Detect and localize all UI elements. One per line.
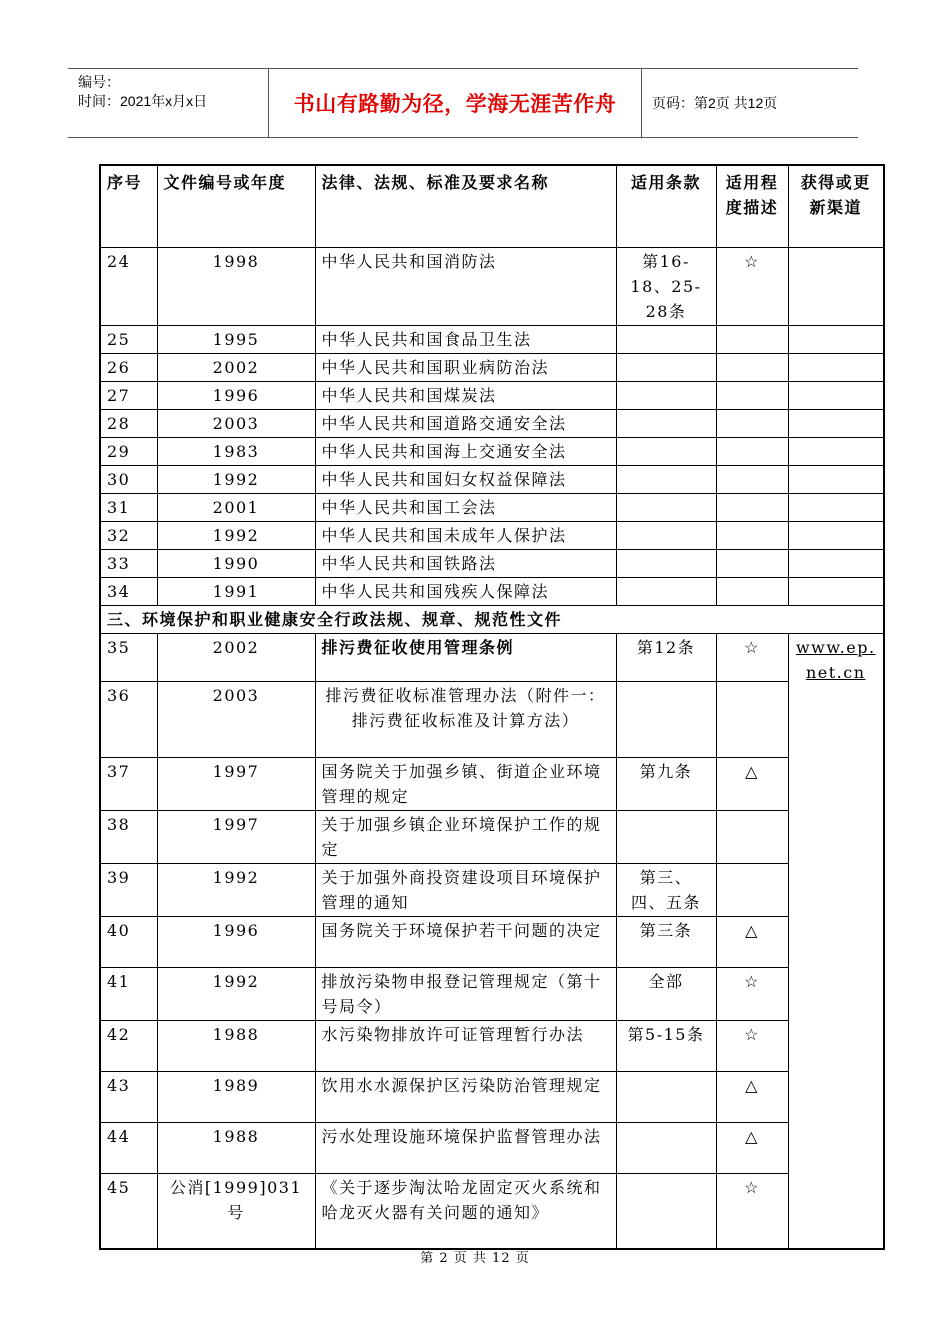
- row-name: 排放污染物申报登记管理规定（第十号局令）: [315, 967, 616, 1020]
- row-clause: [616, 681, 716, 757]
- row-no: 30: [100, 465, 157, 493]
- row-level: ☆: [716, 1020, 788, 1071]
- row-name: 饮用水水源保护区污染防治管理规定: [315, 1071, 616, 1122]
- row-no: 28: [100, 409, 157, 437]
- row-year: 1997: [157, 810, 315, 863]
- row-clause: [616, 577, 716, 605]
- row-year: 1992: [157, 863, 315, 916]
- row-clause: 第16-18、25-28条: [616, 247, 716, 325]
- header-no: 序号: [100, 165, 157, 247]
- row-no: 45: [100, 1173, 157, 1249]
- row-year: 1997: [157, 757, 315, 810]
- table-row: [100, 325, 884, 353]
- row-clause: [616, 493, 716, 521]
- row-channel: [788, 493, 884, 521]
- row-channel: [788, 577, 884, 605]
- row-level: [716, 437, 788, 465]
- row-no: 40: [100, 916, 157, 967]
- row-name: 中华人民共和国道路交通安全法: [315, 409, 616, 437]
- row-level: [716, 863, 788, 916]
- row-name: 排污费征收使用管理条例: [315, 633, 616, 681]
- table-row: [100, 577, 884, 605]
- row-year: 1983: [157, 437, 315, 465]
- row-level: [716, 465, 788, 493]
- row-level: [716, 521, 788, 549]
- row-level: △: [716, 1071, 788, 1122]
- page-header: [68, 68, 858, 138]
- row-year: 2001: [157, 493, 315, 521]
- header-channel: 获得或更新渠道: [788, 165, 884, 247]
- row-level: ☆: [716, 247, 788, 325]
- table-row: [100, 681, 884, 757]
- row-name: 排污费征收标准管理办法（附件一：排污费征收标准及计算方法）: [315, 681, 616, 757]
- table-row: [100, 521, 884, 549]
- row-year: 1988: [157, 1020, 315, 1071]
- row-clause: [616, 465, 716, 493]
- row-no: 27: [100, 381, 157, 409]
- row-name: 《关于逐步淘汰哈龙固定灭火系统和哈龙灭火器有关问题的通知》: [315, 1173, 616, 1249]
- row-year: 2002: [157, 633, 315, 681]
- row-level: △: [716, 757, 788, 810]
- row-level: [716, 381, 788, 409]
- header-page-info: [642, 69, 858, 137]
- row-no: 42: [100, 1020, 157, 1071]
- channel-link[interactable]: www.ep.net.cn: [795, 637, 876, 682]
- row-no: 33: [100, 549, 157, 577]
- page-info-text: 页码：第2页 共12页: [652, 95, 778, 111]
- row-clause: 全部: [616, 967, 716, 1020]
- row-year: 2003: [157, 681, 315, 757]
- row-year: 1996: [157, 381, 315, 409]
- row-year: 2003: [157, 409, 315, 437]
- row-no: 39: [100, 863, 157, 916]
- row-name: 中华人民共和国食品卫生法: [315, 325, 616, 353]
- section-title: 三、环境保护和职业健康安全行政法规、规章、规范性文件: [100, 605, 884, 633]
- table-row: [100, 1122, 884, 1173]
- row-year: 1995: [157, 325, 315, 353]
- row-channel: [788, 325, 884, 353]
- row-level: [716, 810, 788, 863]
- row-level: ☆: [716, 967, 788, 1020]
- row-no: 44: [100, 1122, 157, 1173]
- row-level: [716, 325, 788, 353]
- row-clause: 第三、四、五条: [616, 863, 716, 916]
- table-row: [100, 810, 884, 863]
- row-level: [716, 681, 788, 757]
- row-clause: [616, 1122, 716, 1173]
- row-year: 1990: [157, 549, 315, 577]
- row-name: 国务院关于加强乡镇、街道企业环境管理的规定: [315, 757, 616, 810]
- row-level: △: [716, 1122, 788, 1173]
- table-row: [100, 353, 884, 381]
- table-row: [100, 1020, 884, 1071]
- row-clause: [616, 437, 716, 465]
- header-motto: [269, 69, 642, 137]
- row-year: 1991: [157, 577, 315, 605]
- row-name: 中华人民共和国铁路法: [315, 549, 616, 577]
- row-year: 2002: [157, 353, 315, 381]
- row-level: [716, 493, 788, 521]
- row-no: 34: [100, 577, 157, 605]
- header-level: 适用程度描述: [716, 165, 788, 247]
- header-clause: 适用条款: [616, 165, 716, 247]
- row-no: 38: [100, 810, 157, 863]
- row-channel: [788, 409, 884, 437]
- header-law-name: 法律、法规、标准及要求名称: [315, 165, 616, 247]
- row-clause: [616, 810, 716, 863]
- row-level: [716, 577, 788, 605]
- row-no: 43: [100, 1071, 157, 1122]
- row-level: ☆: [716, 1173, 788, 1249]
- row-name: 关于加强乡镇企业环境保护工作的规定: [315, 810, 616, 863]
- row-year: 1989: [157, 1071, 315, 1122]
- row-year: 1998: [157, 247, 315, 325]
- row-no: 41: [100, 967, 157, 1020]
- row-name: 中华人民共和国职业病防治法: [315, 353, 616, 381]
- header-meta: [68, 69, 269, 137]
- row-name: 中华人民共和国海上交通安全法: [315, 437, 616, 465]
- table-row: [100, 247, 884, 325]
- row-name: 中华人民共和国消防法: [315, 247, 616, 325]
- row-clause: [616, 549, 716, 577]
- row-channel: [788, 247, 884, 325]
- table-row: [100, 549, 884, 577]
- row-clause: [616, 1071, 716, 1122]
- section-row: [100, 605, 884, 633]
- row-channel: [788, 353, 884, 381]
- table-row: [100, 863, 884, 916]
- table-row: [100, 1173, 884, 1249]
- regulations-table: [99, 164, 885, 1250]
- serial-label: 编号：: [78, 74, 120, 90]
- table-row: [100, 437, 884, 465]
- row-channel: [788, 465, 884, 493]
- table-row: [100, 916, 884, 967]
- table-row: [100, 409, 884, 437]
- row-name: 中华人民共和国未成年人保护法: [315, 521, 616, 549]
- table-row: [100, 493, 884, 521]
- row-clause: [616, 409, 716, 437]
- row-year: 1992: [157, 521, 315, 549]
- row-level: [716, 549, 788, 577]
- row-clause: 第九条: [616, 757, 716, 810]
- table-row: [100, 465, 884, 493]
- row-year: 公消[1999]031号: [157, 1173, 315, 1249]
- row-year: 1988: [157, 1122, 315, 1173]
- time-label: 时间：2021年x月x日: [78, 93, 208, 109]
- row-year: 1992: [157, 465, 315, 493]
- table-row: [100, 967, 884, 1020]
- table-row: [100, 381, 884, 409]
- row-name: 中华人民共和国残疾人保障法: [315, 577, 616, 605]
- table-header-row: [100, 165, 884, 247]
- row-no: 32: [100, 521, 157, 549]
- row-clause: [616, 381, 716, 409]
- row-clause: 第12条: [616, 633, 716, 681]
- row-level: [716, 353, 788, 381]
- row-clause: 第三条: [616, 916, 716, 967]
- row-name: 污水处理设施环境保护监督管理办法: [315, 1122, 616, 1173]
- row-no: 35: [100, 633, 157, 681]
- row-year: 1996: [157, 916, 315, 967]
- page-footer: 第 2 页 共 12 页: [420, 1251, 530, 1266]
- row-clause: 第5-15条: [616, 1020, 716, 1071]
- row-channel: [788, 381, 884, 409]
- row-channel: [788, 549, 884, 577]
- row-no: 37: [100, 757, 157, 810]
- table-row: [100, 757, 884, 810]
- row-name: 水污染物排放许可证管理暂行办法: [315, 1020, 616, 1071]
- row-clause: [616, 353, 716, 381]
- table-row: [100, 633, 884, 681]
- channel-cell: [788, 633, 884, 1249]
- row-name: 中华人民共和国工会法: [315, 493, 616, 521]
- row-name: 关于加强外商投资建设项目环境保护管理的通知: [315, 863, 616, 916]
- row-name: 中华人民共和国妇女权益保障法: [315, 465, 616, 493]
- header-doc-number: 文件编号或年度: [157, 165, 315, 247]
- row-no: 36: [100, 681, 157, 757]
- row-channel: [788, 521, 884, 549]
- row-clause: [616, 1173, 716, 1249]
- row-level: △: [716, 916, 788, 967]
- row-no: 29: [100, 437, 157, 465]
- table-row: [100, 1071, 884, 1122]
- row-no: 24: [100, 247, 157, 325]
- row-clause: [616, 521, 716, 549]
- row-no: 26: [100, 353, 157, 381]
- row-clause: [616, 325, 716, 353]
- row-no: 31: [100, 493, 157, 521]
- row-no: 25: [100, 325, 157, 353]
- row-level: ☆: [716, 633, 788, 681]
- row-level: [716, 409, 788, 437]
- row-year: 1992: [157, 967, 315, 1020]
- row-name: 中华人民共和国煤炭法: [315, 381, 616, 409]
- row-channel: [788, 437, 884, 465]
- motto-text: 书山有路勤为径，学海无涯苦作舟: [293, 92, 617, 116]
- row-name: 国务院关于环境保护若干问题的决定: [315, 916, 616, 967]
